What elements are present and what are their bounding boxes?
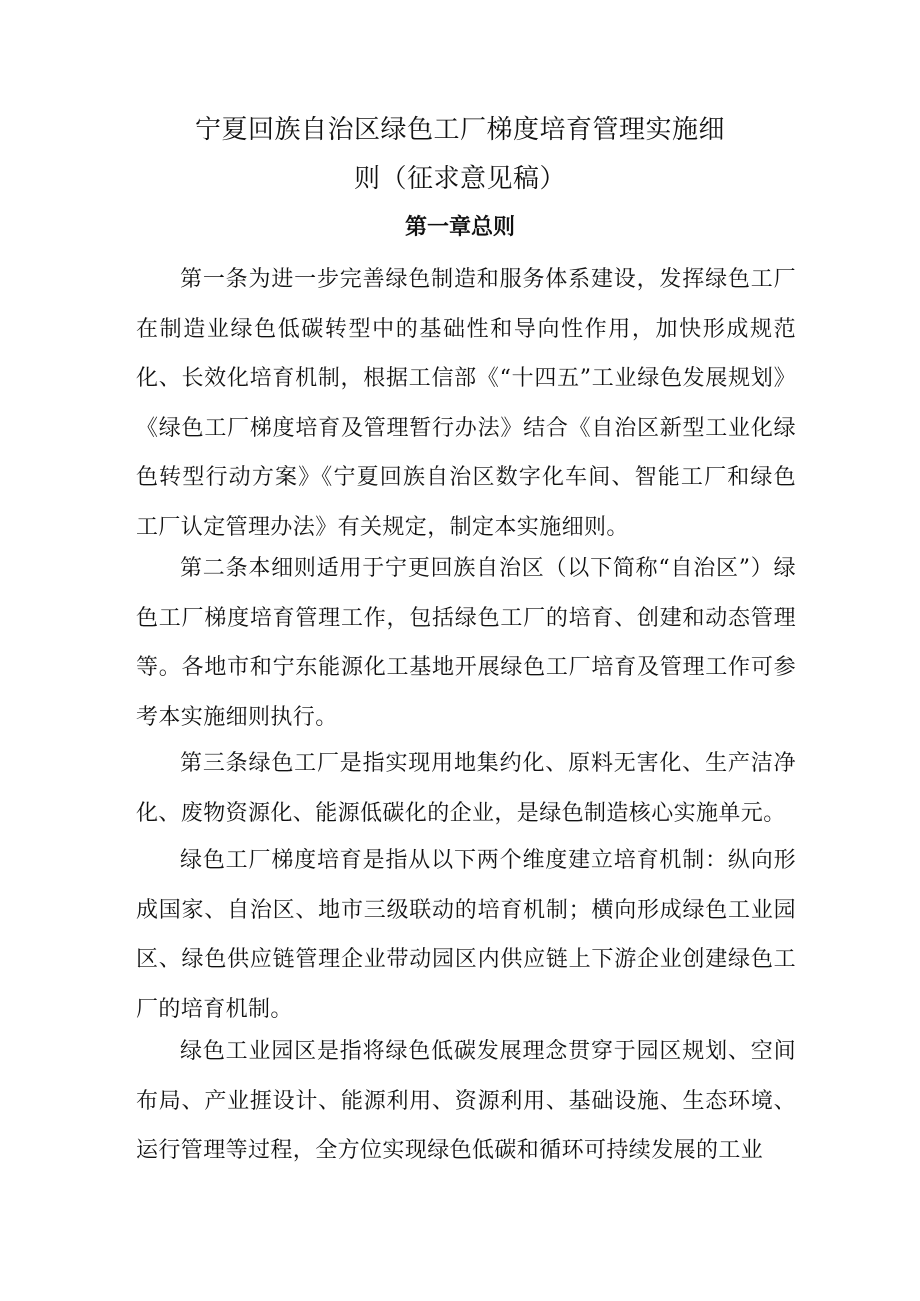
gradient-cultivation-paragraph: 绿色工厂梯度培育是指从以下两个维度建立培育机制：纵向形成国家、自治区、地市三级联动的培育机制；横向形成绿色工业园区、绿色供应链管理企业带动园区内供应链上下游企业创建绿色工厂的培育机制。 xyxy=(136,848,796,1022)
article-2-paragraph: 第二条本细则适用于宁更回族自治区（以下简称“自治区”）绿色工厂梯度培育管理工作，包括绿色工厂的培育、创建和动态管理等。各地市和宁东能源化工基地开展绿色工厂培育及管理工作可参考本实施细则执行。 xyxy=(136,556,796,730)
document-title-line-1: 宁夏回族自治区绿色工厂梯度培育管理实施细 xyxy=(194,115,725,145)
article-3-paragraph: 第三条绿色工厂是指实现用地集约化、原料无害化、生产洁净化、废物资源化、能源低碳化的企业，是绿色制造核心实施单元。 xyxy=(136,751,796,826)
green-industrial-park-paragraph: 绿色工业园区是指将绿色低碳发展理念贯穿于园区规划、空间布局、产业捱设计、能源利用、资源利用、基础设施、生态环境、运行管理等过程，全方位实现绿色低碳和循环可持续发展的工业 xyxy=(136,1039,796,1163)
article-1-paragraph: 第一条为进一步完善绿色制造和服务体系建设，发挥绿色工厂在制造业绿色低碳转型中的基础性和导向性作用，加快形成规范化、长效化培育机制，根据工信部《“十四五”工业绿色发展规划》《绿色工厂梯度培育及管理暂行办法》结合《自治区新型工业化绿色转型行动方案》《宁夏回族自治区数字化车间、智能工厂和绿色工厂认定管理办法》有关规定，制定本实施细则。 xyxy=(136,267,796,540)
chapter-heading: 第一章总则 xyxy=(404,215,515,240)
document-title-line-2: 则（征求意见稿） xyxy=(353,164,566,194)
